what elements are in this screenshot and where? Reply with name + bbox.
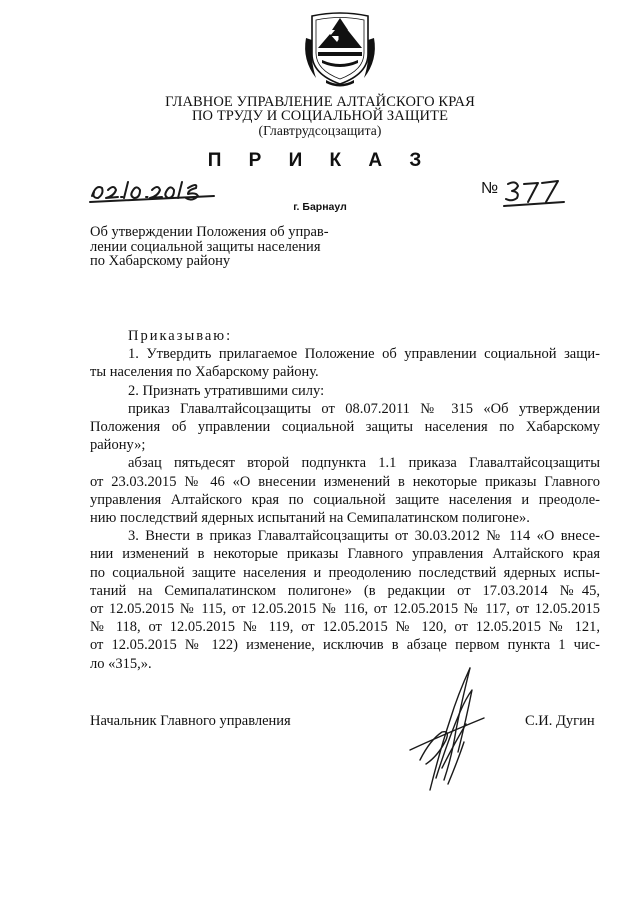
handwritten-number: [502, 170, 566, 210]
signatory-title: Начальник Главного управления: [90, 713, 291, 729]
city-label: г. Барнаул: [293, 201, 347, 213]
document-subject: [90, 225, 390, 269]
paragraph-line: по социальной защите населения и преодолению последствий ядерных испы-: [90, 564, 600, 581]
organization-short-name: (Главтрудсоцзащита): [258, 123, 382, 138]
order-word: Приказываю:: [128, 328, 233, 344]
subject-line: Об утверждении Положения об управ-: [90, 224, 329, 240]
organization-name-line-2: ПО ТРУДУ И СОЦИАЛЬНОЙ ЗАЩИТЕ: [191, 108, 449, 124]
paragraph-line: нию последствий ядерных испытаний на Семипалатинском полигоне».: [90, 510, 530, 527]
paragraph-line: 2. Признать утратившими силу:: [128, 382, 325, 399]
paragraph-line: управления Алтайского края по социальной защите населения и преодоле-: [90, 491, 600, 508]
handwritten-signature: [400, 660, 490, 800]
paragraph-line: абзац пятьдесят второй подпункта 1.1 приказа Главалтайсоцзащиты: [128, 455, 600, 472]
signatory-name: С.И. Дугин: [525, 713, 595, 729]
document-title: П Р И К А З: [207, 150, 433, 171]
paragraph-line: от 23.03.2015 № 46 «О внесении изменений в некоторые приказы Главного: [90, 473, 600, 490]
paragraph-line: 3. Внести в приказ Главалтайсоцзащиты от 30.03.2012 № 114 «О внесе-: [128, 528, 600, 545]
paragraph-line: нии изменений в некоторые приказы Главного управления Алтайского края: [90, 546, 600, 563]
paragraph-line: Положения об управлении социальной защиты населения по Хабарскому: [90, 419, 600, 436]
number-label: №: [481, 180, 499, 197]
paragraph-line: от 12.05.2015 № 122) изменение, исключив в абзаце первом пункта 1 чис-: [90, 637, 600, 654]
paragraph-line: ло «315,».: [90, 655, 152, 672]
paragraph-line: от 12.05.2015 № 115, от 12.05.2015 № 116, от 12.05.2015 № 117, от 12.05.2015: [90, 601, 600, 618]
document-body: [90, 327, 600, 673]
paragraph-line: № 118, от 12.05.2015 № 119, от 12.05.2015 № 120, от 12.05.2015 № 121,: [90, 619, 600, 636]
paragraph-line: приказ Главалтайсоцзащиты от 08.07.2011 № 315 «Об утверждении: [128, 400, 600, 417]
organization-name-line-1: ГЛАВНОЕ УПРАВЛЕНИЕ АЛТАЙСКОГО КРАЯ: [165, 94, 475, 110]
subject-line: лении социальной защиты населения: [90, 238, 321, 255]
paragraph-line: району»;: [90, 437, 146, 454]
coat-of-arms-icon: [302, 8, 378, 90]
paragraph-line: ты населения по Хабарскому району.: [90, 364, 319, 381]
subject-line: по Хабарскому району: [90, 253, 231, 269]
paragraph-line: таний на Семипалатинском полигоне» (в редакции от 17.03.2014 №45,: [90, 582, 600, 599]
paragraph-line: 1. Утвердить прилагаемое Положение об управлении социальной защи-: [128, 346, 600, 363]
